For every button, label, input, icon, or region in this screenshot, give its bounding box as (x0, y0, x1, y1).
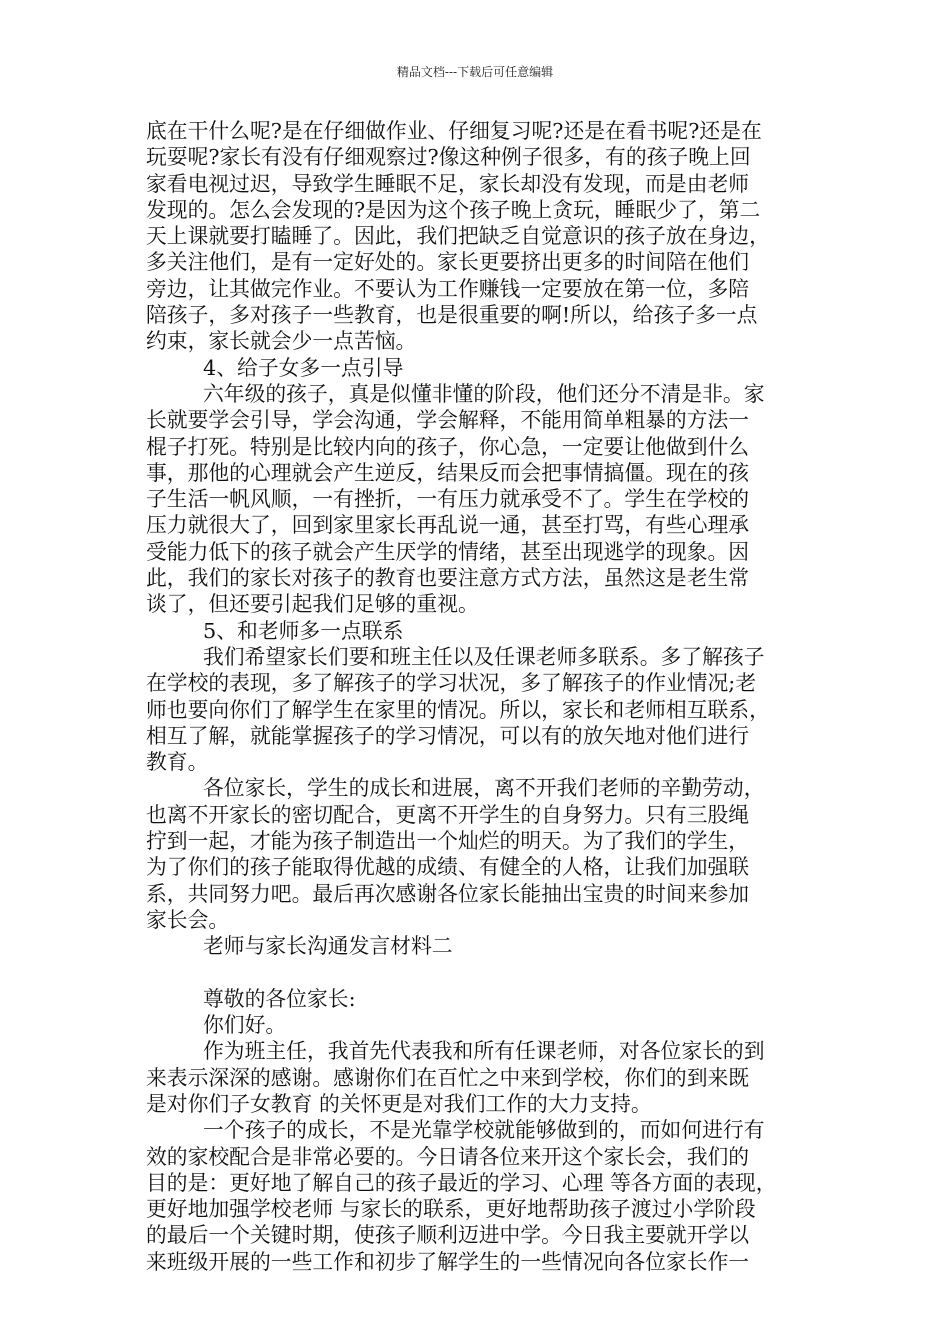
text-line: 作为班主任，我首先代表我和所有任课老师，对各位家长的到 (203, 1039, 765, 1064)
page-header: 精品文档---下载后可任意编辑 (396, 65, 554, 79)
text-line: 家看电视过迟，导致学生睡眠不足，家长却没有发现，而是由老师 (146, 171, 750, 196)
text-line: 子生活一帆风顺，一有挫折，一有压力就承受不了。学生在学校的 (146, 487, 750, 512)
text-line: 此，我们的家长对孩子的教育也要注意方式方法，虽然这是老生常 (146, 566, 750, 591)
text-line: 老师与家长沟通发言材料二 (203, 934, 453, 959)
text-line: 拧到一起，才能为孩子制造出一个灿烂的明天。为了我们的学生， (146, 829, 750, 854)
text-line: 谈了，但还要引起我们足够的重视。 (146, 592, 479, 617)
text-line: 4、给子女多一点引导 (203, 355, 404, 380)
text-line: 是对你们子女教育 的关怀更是对我们工作的大力支持。 (146, 1091, 652, 1116)
text-line: 事，那他的心理就会产生逆反，结果反而会把事情搞僵。现在的孩 (146, 460, 750, 485)
text-line: 5、和老师多一点联系 (203, 618, 404, 643)
text-line: 效的家校配合是非常必要的。今日请各位来开这个家长会，我们的 (146, 1144, 750, 1169)
text-line: 旁边，让其做完作业。不要认为工作赚钱一定要放在第一位，多陪 (146, 276, 750, 301)
text-line: 一个孩子的成长，不是光靠学校就能够做到的，而如何进行有 (203, 1118, 765, 1143)
text-line: 长就要学会引导，学会沟通，学会解释，不能用简单粗暴的方法一 (146, 408, 750, 433)
text-line: 教育。 (146, 750, 209, 775)
text-line: 来班级开展的一些工作和初步了解学生的一些情况向各位家长作一 (146, 1249, 750, 1274)
text-line: 受能力低下的孩子就会产生厌学的情绪，甚至出现逃学的现象。因 (146, 539, 750, 564)
text-line: 也离不开家长的密切配合，更离不开学生的自身努力。只有三股绳 (146, 802, 750, 827)
text-line: 师也要向你们了解学生在家里的情况。所以，家长和老师相互联系， (146, 697, 770, 722)
text-line: 系，共同努力吧。最后再次感谢各位家长能抽出宝贵的时间来参加 (146, 881, 750, 906)
text-line: 各位家长，学生的成长和进展，离不开我们老师的辛勤劳动， (203, 776, 765, 801)
text-line: 天上课就要打瞌睡了。因此，我们把缺乏自觉意识的孩子放在身边， (146, 224, 770, 249)
text-line: 发现的。怎么会发现的?是因为这个孩子晚上贪玩，睡眠少了，第二 (146, 197, 761, 222)
text-line: 为了你们的孩子能取得优越的成绩、有健全的人格，让我们加强联 (146, 855, 750, 880)
text-line: 多关注他们，是有一定好处的。家长更要挤出更多的时间陪在他们 (146, 250, 750, 275)
text-line: 相互了解，就能掌握孩子的学习情况，可以有的放矢地对他们进行 (146, 723, 750, 748)
text-line: 目的是：更好地了解自己的孩子最近的学习、心理 等各方面的表现， (146, 1170, 777, 1195)
document-body (146, 118, 812, 1275)
text-line: 底在干什么呢?是在仔细做作业、仔细复习呢?还是在看书呢?还是在 (146, 119, 762, 143)
text-line: 的最后一个关键时期，使孩子顺利迈进中学。今日我主要就开学以 (146, 1223, 750, 1248)
text-line: 棍子打死。特别是比较内向的孩子，你心急，一定要让他做到什么 (146, 434, 750, 459)
text-line: 六年级的孩子，真是似懂非懂的阶段，他们还分不清是非。家 (203, 381, 765, 406)
text-line: 来表示深深的感谢。感谢你们在百忙之中来到学校，你们的到来既 (146, 1065, 750, 1090)
text-line: 压力就很大了，回到家里家长再乱说一通，甚至打骂，有些心理承 (146, 513, 750, 538)
text-line: 玩耍呢?家长有没有仔细观察过?像这种例子很多，有的孩子晚上回 (146, 145, 751, 170)
text-line: 尊敬的各位家长: (203, 986, 356, 1011)
blank-line (146, 960, 812, 986)
text-line: 陪孩子，多对孩子一些教育，也是很重要的啊!所以，给孩子多一点 (146, 303, 758, 328)
text-line: 约束，家长就会少一点苦恼。 (146, 329, 417, 354)
text-line: 我们希望家长们要和班主任以及任课老师多联系。多了解孩子 (203, 644, 765, 669)
text-line: 家长会。 (146, 907, 230, 932)
text-line: 你们好。 (203, 1013, 287, 1038)
text-line: 更好地加强学校老师 与家长的联系，更好地帮助孩子渡过小学阶段 (146, 1197, 756, 1222)
text-line: 在学校的表现，多了解孩子的学习状况，多了解孩子的作业情况;老 (146, 671, 757, 696)
